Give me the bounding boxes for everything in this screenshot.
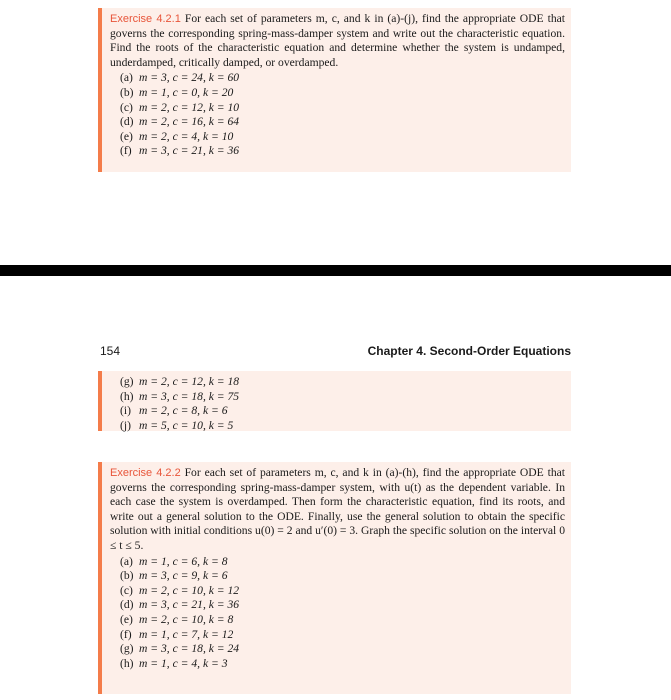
page-1 xyxy=(0,0,671,265)
exercise-text: For each set of parameters m, c, and k in (a)-(h), find the appropriate ODE that governs the corresponding spring-mass-damper system, with u(t) as the dependent variable. In each case the system is overdamped. Then form the characteristic equation, find its roots, and write out a general solution to the ODE. Finally, use the general solution to obtain the specific solution with initial conditions u(0) = 2 and u′(0) = 3. Graph the specific solution on the interval 0 ≤ t ≤ 5. xyxy=(110,466,565,552)
list-item: (b) m = 3, c = 9, k = 6 xyxy=(120,569,228,583)
exercise-4-2-1-statement xyxy=(110,12,565,70)
list-item: (e) m = 2, c = 4, k = 10 xyxy=(120,129,234,143)
list-item: (e) m = 2, c = 10, k = 8 xyxy=(120,612,234,626)
exercise-4-2-1-box xyxy=(98,8,571,172)
list-item: (c) m = 2, c = 12, k = 10 xyxy=(120,100,240,114)
running-header xyxy=(100,344,571,360)
list-item: (g) m = 2, c = 12, k = 18 xyxy=(120,375,240,388)
list-item: (f) m = 3, c = 21, k = 36 xyxy=(120,144,240,158)
exercise-4-2-2-statement xyxy=(110,466,565,554)
list-item: (a) m = 1, c = 6, k = 8 xyxy=(120,554,228,568)
exercise-4-2-1-continued-box xyxy=(98,371,571,431)
exercise-4-2-1-items xyxy=(120,71,565,159)
page-2 xyxy=(0,276,671,700)
list-item: (b) m = 1, c = 0, k = 20 xyxy=(120,85,234,99)
list-item: (d) m = 3, c = 21, k = 36 xyxy=(120,598,240,612)
exercise-label: Exercise 4.2.1 xyxy=(110,13,181,25)
list-item: (g) m = 3, c = 18, k = 24 xyxy=(120,642,240,656)
page-separator xyxy=(0,265,671,276)
list-item: (h) m = 3, c = 18, k = 75 xyxy=(120,389,240,403)
list-item: (f) m = 1, c = 7, k = 12 xyxy=(120,627,234,641)
list-item: (c) m = 2, c = 10, k = 12 xyxy=(120,583,240,597)
exercise-4-2-2-items xyxy=(120,555,565,672)
exercise-text: For each set of parameters m, c, and k in (a)-(j), find the appropriate ODE that governs the corresponding spring-mass-damper system and write out the characteristic equation. Find the roots of the characteristic equation and determine whether the system is undamped, underdamped, critically damped, or overdamped. xyxy=(110,12,565,69)
list-item: (a) m = 3, c = 24, k = 60 xyxy=(120,71,240,85)
list-item: (i) m = 2, c = 8, k = 6 xyxy=(120,404,228,418)
list-item: (j) m = 5, c = 10, k = 5 xyxy=(120,418,234,432)
chapter-title: Chapter 4. Second-Order Equations xyxy=(367,344,571,358)
exercise-label: Exercise 4.2.2 xyxy=(110,467,181,479)
exercise-4-2-1-continued-items xyxy=(120,375,565,433)
page-number: 154 xyxy=(100,344,121,358)
list-item: (d) m = 2, c = 16, k = 64 xyxy=(120,115,240,129)
list-item: (h) m = 1, c = 4, k = 3 xyxy=(120,656,228,670)
exercise-4-2-2-box xyxy=(98,462,571,694)
